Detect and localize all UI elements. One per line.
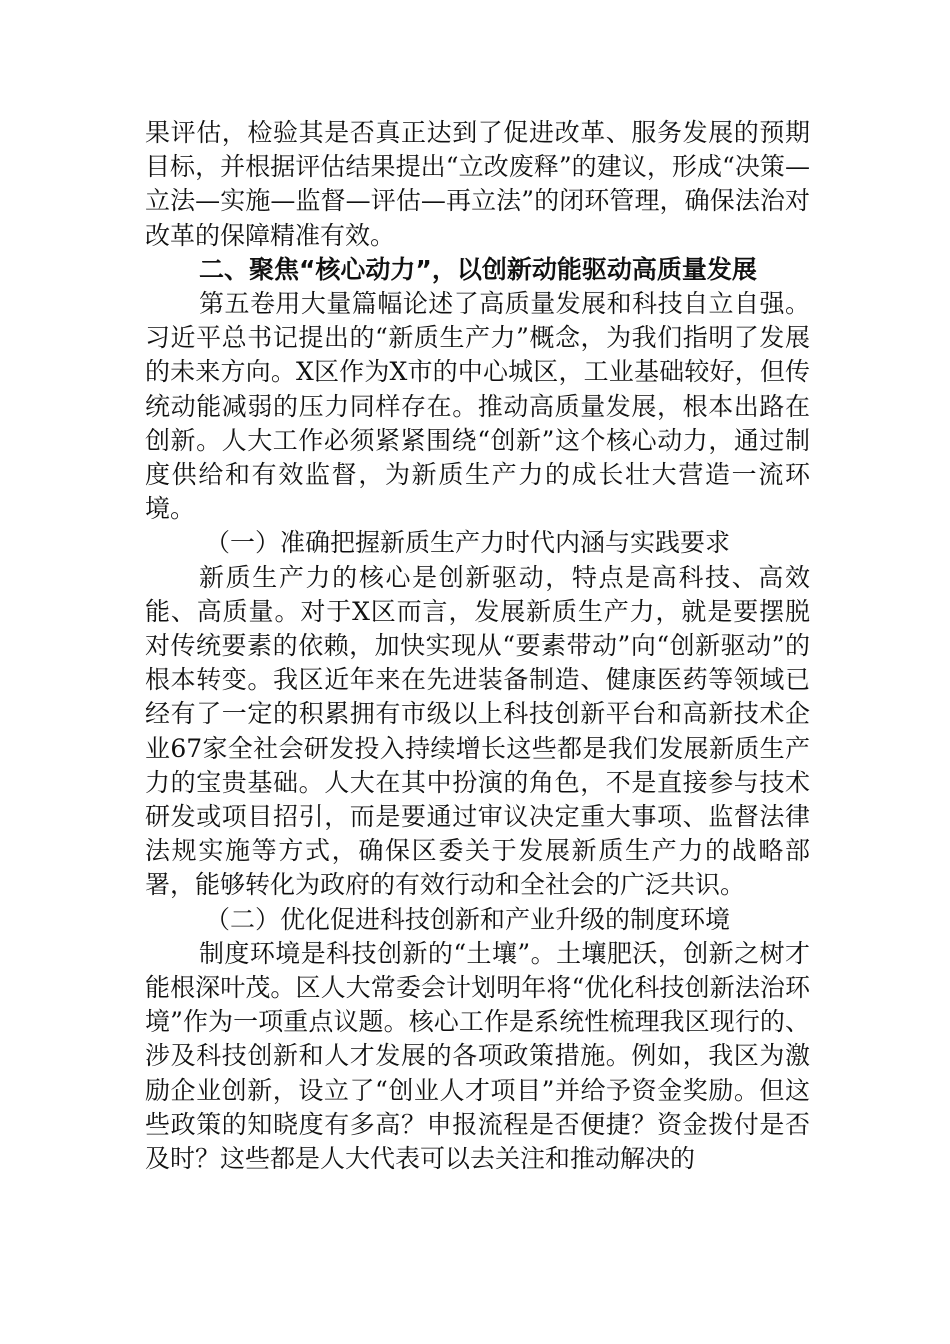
paragraph-new-productivity-intro: 第五卷用大量篇幅论述了高质量发展和科技自立自强。习近平总书记提出的“新质生产力”概念，为我们指明了发展的未来方向。X区作为X市的中心城区，工业基础较好，但传统动能减弱的压力同样存在。推动高质量发展，根本出路在创新。人大工作必须紧紧围绕“创新”这个核心动力，通过制度供给和有效监督，为新质生产力的成长壮大营造一流环境。 xyxy=(145,289,810,524)
paragraph-innovation-driven: 新质生产力的核心是创新驱动，特点是高科技、高效能、高质量。对于X区而言，发展新质生产力，就是要摆脱对传统要素的依赖，加快实现从“要素带动”向“创新驱动”的根本转变。我区近年来在先进装备制造、健康医药等领域已经有了一定的积累拥有市级以上科技创新平台和高新技术企业67家全社会研发投入持续增长这些都是我们发展新质生产力的宝贵基础。人大在其中扮演的角色，不是直接参与技术研发或项目招引，而是要通过审议决定重大事项、监督法律法规实施等方式，确保区委关于发展新质生产力的战略部署，能够转化为政府的有效行动和全社会的广泛共识。 xyxy=(145,562,810,900)
subheading-grasp-connotation: （一）准确把握新质生产力时代内涵与实践要求 xyxy=(205,528,731,558)
section-heading-core-driver: 二、聚焦“核心动力”，以创新动能驱动高质量发展 xyxy=(199,254,757,284)
paragraph-closed-loop: 果评估，检验其是否真正达到了促进改革、服务发展的预期目标，并根据评估结果提出“立改废释”的建议，形成“决策—立法—实施—监督—评估—再立法”的闭环管理，确保法治对改革的保障精准有效。 xyxy=(145,118,810,250)
subheading-institutional-environment: （二）优化促进科技创新和产业升级的制度环境 xyxy=(205,904,731,934)
document-body xyxy=(145,116,810,1176)
paragraph-institutional-soil: 制度环境是科技创新的“土壤”。土壤肥沃，创新之树才能根深叶茂。区人大常委会计划明年将“优化科技创新法治环境”作为一项重点议题。核心工作是系统性梳理我区现行的、涉及科技创新和人才发展的各项政策措施。例如，我区为激励企业创新，设立了“创业人才项目”并给予资金奖励。但这些政策的知晓度有多高？申报流程是否便捷？资金拨付是否及时？这些都是人大代表可以去关注和推动解决的 xyxy=(145,938,810,1174)
